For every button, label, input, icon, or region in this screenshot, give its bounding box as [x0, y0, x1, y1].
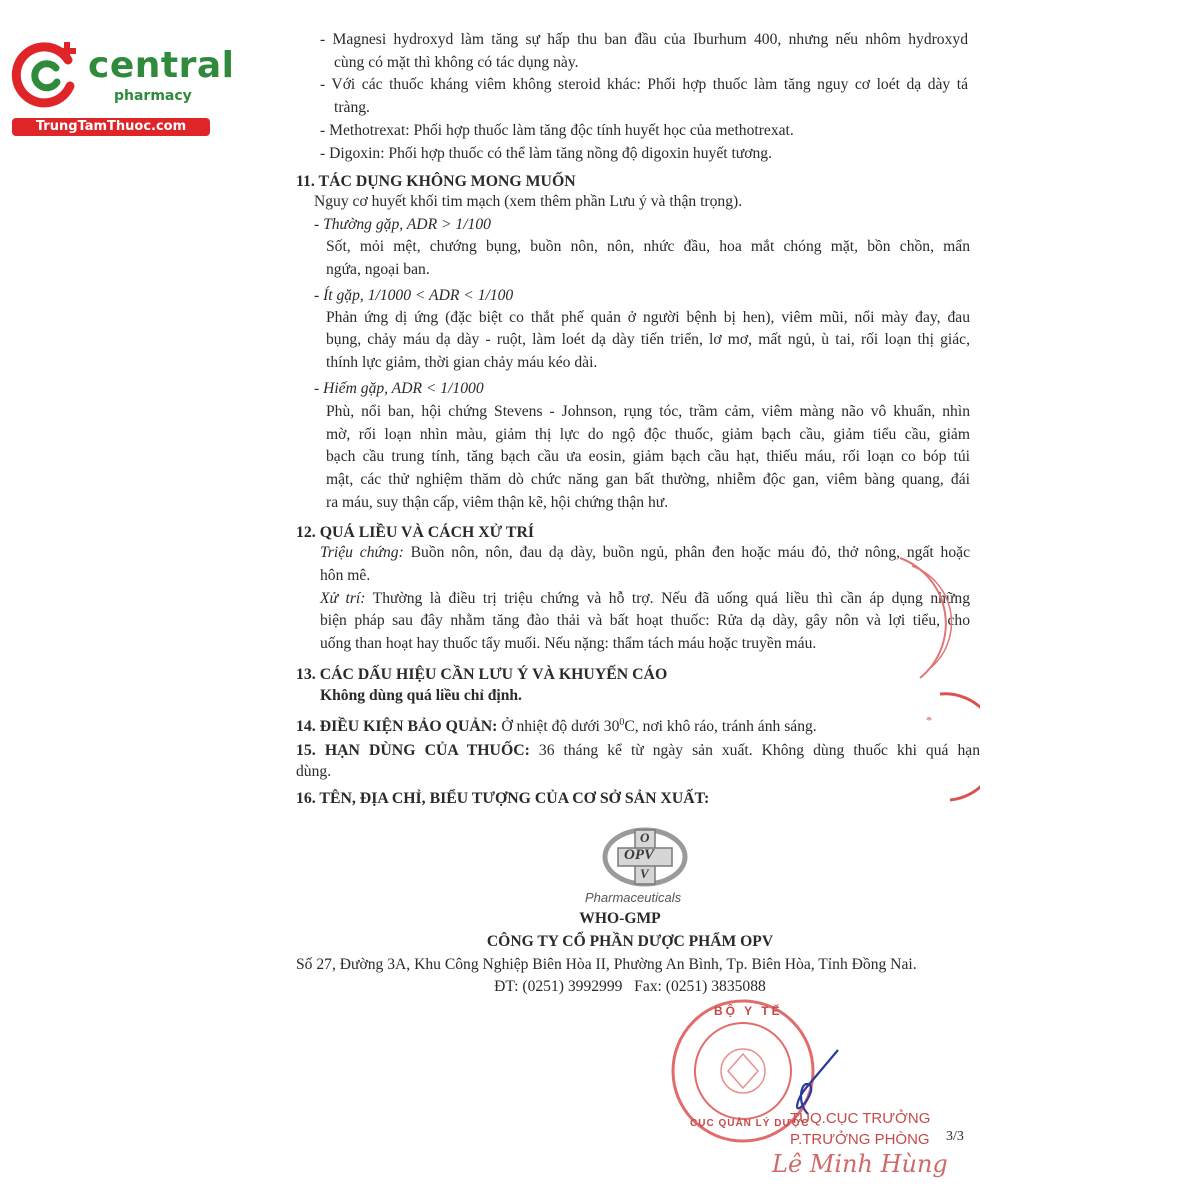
- section-15: [296, 741, 980, 761]
- interaction-line: - Magnesi hydroxyd làm tăng sự hấp thu ban đầu của Iburhum 400, nhưng nếu nhôm hydroxyd: [320, 31, 968, 48]
- section-15-title: 15. HẠN DÙNG CỦA THUỐC:: [296, 742, 530, 759]
- interaction-line: tràng.: [334, 99, 370, 116]
- treatment-label: Xử trí:: [320, 590, 366, 607]
- symptom-label: Triệu chứng:: [320, 544, 404, 561]
- company-name: CÔNG TY CỔ PHẦN DƯỢC PHẨM OPV: [486, 933, 774, 950]
- section-14-text-after: C, nơi khô ráo, tránh ánh sáng.: [624, 718, 817, 736]
- interaction-line: cùng có mặt thì không có tác dụng này.: [334, 54, 579, 71]
- treatment-line-2: biện pháp sau đây nhằm tăng đào thải và bất hoạt thuốc: Rửa dạ dày, gây nôn và lợi tiểu, cho: [320, 612, 970, 629]
- symptom-line-2: hôn mê.: [320, 567, 371, 584]
- svg-text:*: *: [926, 713, 932, 727]
- section-13-text: Không dùng quá liều chỉ định.: [320, 687, 522, 704]
- logo-sub: pharmacy: [114, 88, 192, 104]
- section-13-title: 13. CÁC DẤU HIỆU CẦN LƯU Ý VÀ KHUYẾN CÁO: [296, 666, 668, 683]
- company-phone: ĐT: (0251) 3992999 Fax: (0251) 3835088: [494, 978, 766, 995]
- opv-logo: [602, 826, 688, 888]
- interaction-line: - Digoxin: Phối hợp thuốc có thể làm tăng nồng độ digoxin huyết tương.: [320, 145, 772, 162]
- treatment-line-3: uống than hoạt hay thuốc tẩy muối. Nếu nặng: thẩm tách máu hoặc truyền máu.: [320, 635, 817, 652]
- section-12-title: 12. QUÁ LIỀU VÀ CÁCH XỬ TRÍ: [296, 524, 535, 541]
- logo-url: TrungTamThuoc.com: [12, 118, 210, 136]
- section-14: [296, 713, 817, 737]
- section-15-text-2: dùng.: [296, 763, 332, 780]
- who-gmp: WHO-GMP: [579, 910, 661, 927]
- signer-name: Lê Minh Hùng: [772, 1150, 948, 1178]
- opv-logo-text: OPV: [624, 847, 654, 863]
- rare-line: bạch cầu trung tính, tăng bạch cầu ưa eosin, giảm bạch cầu hạt, thiếu máu, rối loạn co bóp túi: [326, 448, 970, 465]
- uncommon-line: thính lực giảm, thời gian chảy máu kéo dài.: [326, 354, 598, 371]
- page-number: 3/3: [946, 1129, 964, 1144]
- rare-label: - Hiếm gặp, ADR < 1/1000: [314, 380, 484, 397]
- section-14-title: 14. ĐIỀU KIỆN BẢO QUẢN:: [296, 718, 498, 736]
- section-11-title: 11. TÁC DỤNG KHÔNG MONG MUỐN: [296, 173, 576, 190]
- common-line: Sốt, mỏi mệt, chướng bụng, buồn nôn, nôn, nhức đầu, hoa mắt chóng mặt, bồn chồn, mẩn: [326, 238, 970, 255]
- opv-caption: Pharmaceuticals: [585, 890, 682, 905]
- section-15-text: 36 tháng kể từ ngày sản xuất. Không dùng thuốc khi quá hạn: [529, 742, 980, 759]
- approval-line-1: TUQ.CỤC TRƯỞNG: [790, 1110, 931, 1127]
- rare-line: Phù, nổi ban, hội chứng Stevens - Johnson, rụng tóc, trầm cảm, viêm màng não vô khuẩn, nhìn: [326, 403, 970, 420]
- stamp-bottom-text: CỤC QUẢN LÝ DƯỢC: [690, 1118, 810, 1129]
- uncommon-label: - Ít gặp, 1/1000 < ADR < 1/100: [314, 287, 514, 304]
- rare-line: mờ, rối loạn nhìn màu, giảm thị lực do ngộ độc thuốc, giảm bạch cầu, giảm tiểu cầu, giảm: [326, 426, 970, 443]
- section-11-intro: Nguy cơ huyết khối tim mạch (xem thêm phần Lưu ý và thận trọng).: [314, 193, 743, 210]
- stamp-fragment-icon: [920, 688, 980, 808]
- section-14-text: Ở nhiệt độ dưới 30: [497, 718, 620, 736]
- uncommon-line: Phản ứng dị ứng (đặc biệt co thắt phế quản ở người bệnh bị hen), viêm mũi, nổi mày đay, đau: [326, 309, 970, 326]
- treatment-line: [320, 589, 970, 609]
- symptom-text: Buồn nôn, nôn, đau dạ dày, buồn ngủ, phân đen hoặc máu đỏ, thở nông, ngất hoặc: [403, 544, 970, 561]
- opv-logo-letter-top: O: [640, 830, 650, 845]
- logo-brand: central: [88, 45, 235, 86]
- opv-logo-letter-bottom: V: [640, 866, 649, 881]
- common-line: ngứa, ngoại ban.: [326, 261, 430, 278]
- uncommon-line: bụng, chảy máu dạ dày - ruột, làm loét dạ dày tiến triển, lơ mơ, mất ngủ, ù tai, rối loạn thị giác,: [326, 331, 970, 348]
- symptom-line: [320, 543, 970, 563]
- stamp-top-text: BỘ Y TẾ: [714, 1004, 783, 1018]
- company-address: Số 27, Đường 3A, Khu Công Nghiệp Biên Hòa II, Phường An Bình, Tp. Biên Hòa, Tỉnh Đồng Nai.: [296, 956, 917, 973]
- stamp-fragment-icon: [880, 548, 970, 688]
- interaction-line: - Với các thuốc kháng viêm không steroid khác: Phối hợp thuốc làm tăng nguy cơ loét dạ dày tá: [320, 76, 968, 93]
- section-16-title: 16. TÊN, ĐỊA CHỈ, BIỂU TƯỢNG CỦA CƠ SỞ SẢN XUẤT:: [296, 790, 710, 807]
- approval-line-2: P.TRƯỞNG PHÒNG: [790, 1131, 930, 1148]
- interaction-line: - Methotrexat: Phối hợp thuốc làm tăng độc tính huyết học của methotrexat.: [320, 122, 794, 139]
- rare-line: mật, các thử nghiệm thăm dò chức năng gan bất thường, nhiễm độc gan, viêm bàng quang, đái: [326, 471, 970, 488]
- common-label: - Thường gặp, ADR > 1/100: [314, 216, 491, 233]
- treatment-text: Thường là điều trị triệu chứng và hỗ trợ. Nếu đã uống quá liều thì cần áp dụng những: [365, 590, 970, 607]
- rare-line: ra máu, suy thận cấp, viêm thận kẽ, hội chứng thận hư.: [326, 494, 669, 511]
- degree-sup: 0: [619, 717, 625, 728]
